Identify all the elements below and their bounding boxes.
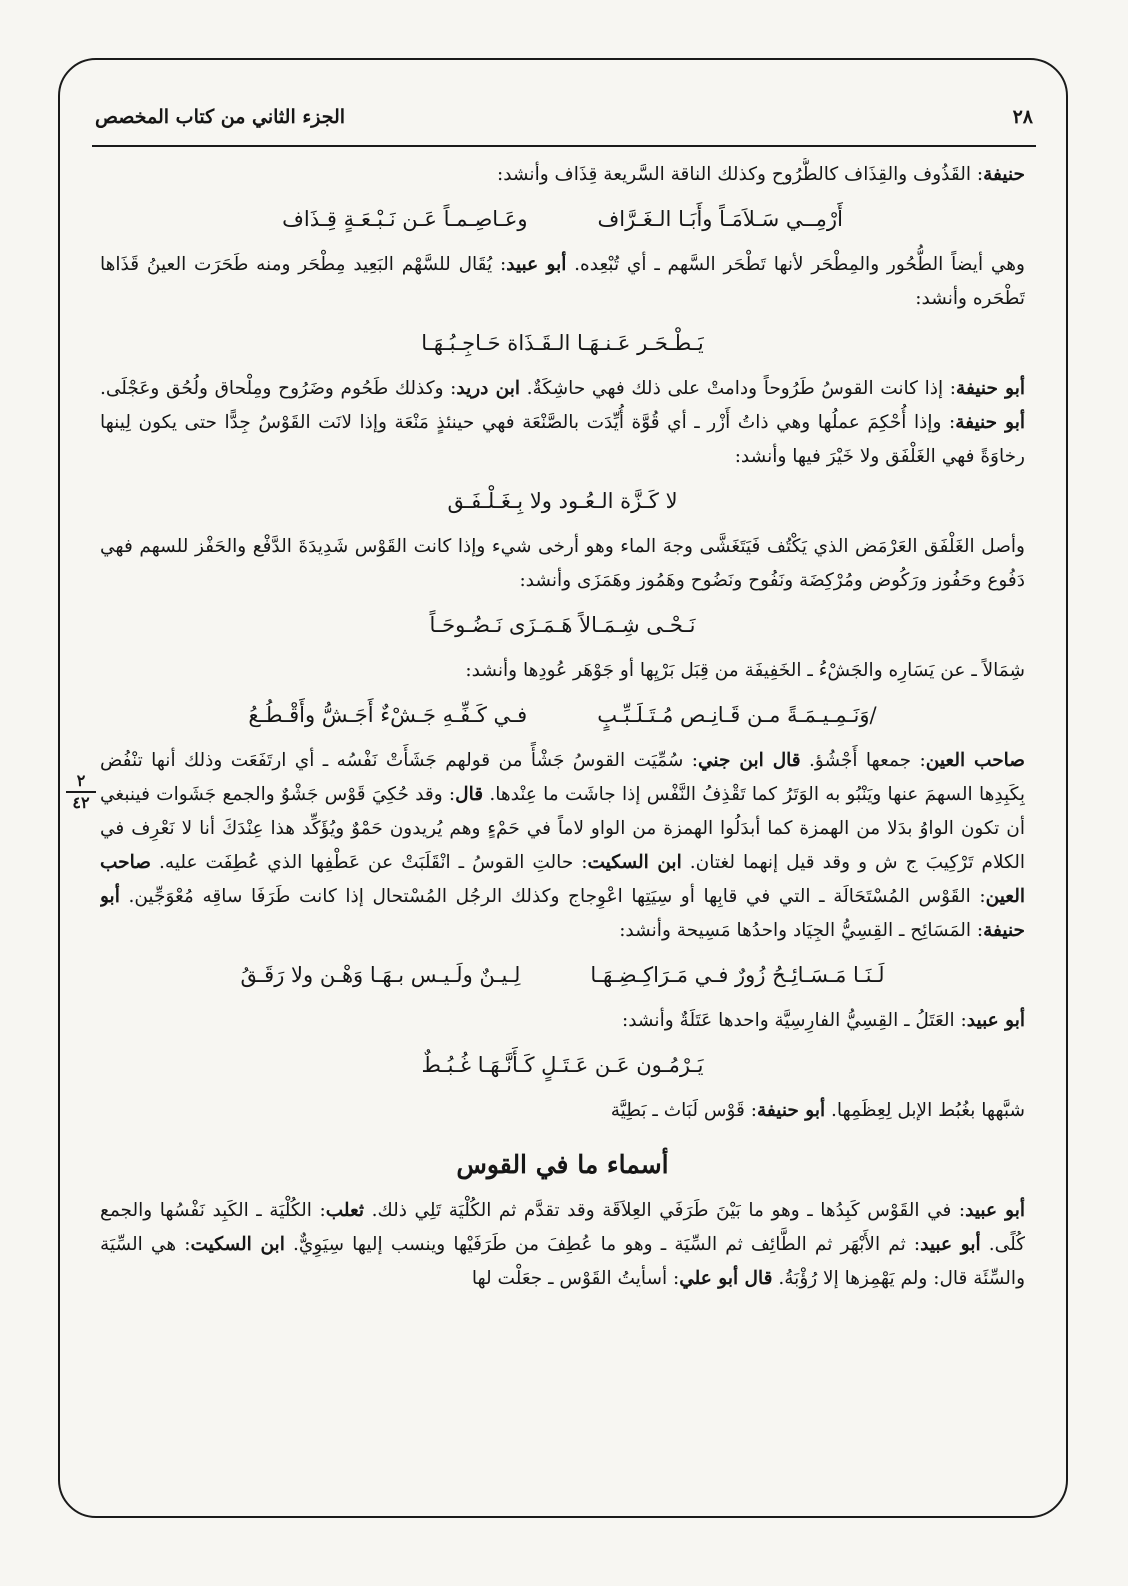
paragraph [100,372,1025,474]
hemistich-first: لَـنَـا مَـسَـائِـحُ زُورٌ فـي مَـرَاكِـضِـهَـا [590,963,885,987]
author-name: ابن دريد [456,378,521,399]
verse [100,196,1025,242]
hemistich-second: وعَـاصِـمـاً عَـن نَـبْـعَـةٍ قِـذَاف [282,207,528,231]
body-text [100,158,1025,1498]
paragraph [100,1004,1025,1038]
author-name: ابن السكيت [190,1234,285,1255]
author-name: أبو حنيفة [100,886,1025,941]
margin-reference-page: ٤٢ [72,793,90,812]
page-number: ٢٨ [1012,106,1033,128]
verse [100,692,1025,738]
text-run: وهي أيضاً الطُّحُور والمِطْحَر لأنها تَطْحَر السَّهم ـ أي تُبْعِده. [566,254,1025,275]
text-run: شبَّهها بغُبُط الإبل لِعِظَمِها. [825,1100,1025,1121]
margin-reference [66,773,96,811]
author-name: ثعلب [325,1200,365,1221]
paragraph [100,248,1025,316]
paragraph [100,744,1025,948]
running-header [95,100,1033,134]
verse [100,478,1025,524]
author-name: أبو حنيفة [955,412,1025,433]
author-name: حنيفة [983,164,1025,185]
paragraph [100,654,1025,688]
text-run: : في القَوْس كَبِدُها ـ وهو ما بَيْنَ طَرَفَي العِلاَقَة وقد تقدَّم ثم الكُلْيَة تَلِي ذلك. [364,1200,966,1221]
author-name: أبو عبيد [506,254,567,275]
text-run: : هي السِّيَة والسِّئَة قال: ولم يَهْمِزها إلا رُؤْبَةُ. [100,1234,1025,1289]
author-name: قال ابن جني [698,750,801,771]
text-run: : القَذُوف والقِذَاف كالطُّرُوح وكذلك الناقة السَّريعة قِذَاف وأنشد: [496,164,984,185]
verse [100,320,1025,366]
text-run: : وقد حُكِيَ قَوْس جَشْوٌ والجمع جَشَوات فينبغي أن تكون الواوُ بدَلا من الهمزة كما أبدَلُوا الهمزة من الواو لاماً في حَمْءٍ وهم يُريدون حَمْوٌ ويُؤَكِّد هذا عِنْدَكَ أنا لا نَعْرِف في الكلام تَرْكِيبَ ج ش و وقد قيل إنهما لغتان. [100,784,1025,873]
hemistich-first: لا كَـزَّة الـعُـود ولا بِـغَـلْـفَـق [447,489,678,513]
author-name: أبو عبيد [965,1200,1025,1221]
text-run: : سُمِّيَت القوسُ جَشْأً من قولهم جَشَأَتْ نَفْسُه ـ أي ارتَفَعَت وذلك أنها تنْفُض بِكَبِدِها السهمَ عنها ويَنْبُو به الوَتَرُ كما تَقْذِفُ النَّفْس إذا جاشَت ما عِنْدها. [100,750,1025,805]
paragraph [100,1094,1025,1128]
text-run: : يُقَال للسَّهْم البَعِيد مِطْحَر ومنه طَحَرَت العينُ قَذَاها تَطْحَره وأنشد: [100,254,1025,309]
text-run: شِمَالاً ـ عن يَسَارِه والجَشْءُ ـ الخَفِيفَة من قِبَل بَرْيِها أو جَوْهَر عُودِها وأنشد: [465,660,1025,681]
author-name: أبو حنيفة [756,1100,826,1121]
hemistich-first: يَـطْـحَـر عَـنـهَـا الـقَـذَاة حَـاجِـبُـهَـا [421,331,704,355]
text-run: : وكذلك طَحُوم وضَرُوح ومِلْحاق ولُحُق وعَجْلَى. [100,378,457,399]
author-name: قال [455,784,484,805]
author-name: قال أبو علي [679,1268,773,1289]
verse [100,952,1025,998]
verse [100,602,1025,648]
hemistich-first: نَـحْـى شِـمَـالاً هَـمَـزَى نَـضُـوحَـاً [429,613,696,637]
hemistich-first: أَرْمِــي سَـلاَمَـاً وأَبَـا الـغَـرَّاف [597,207,843,231]
paragraph [100,530,1025,598]
text-run: : القَوْس المُسْتَحَالَة ـ التي في قابِها أو سِيَتِها اعْوِجاج وكذلك الرجُل المُسْتحال إذا كانت طَرَفَا ساقِه مُعْوَجِّين. [119,886,986,907]
author-name: أبو عبيد [966,1010,1025,1031]
text-run: : الكُلْيَة ـ الكَبِد نَفْسُها والجمع كُلًى. [100,1200,1025,1255]
text-run: : جمعها أَجْشُؤ. [800,750,926,771]
hemistich-first: /وَنَـمِـيـمَـةً مـن قَـانِـص مُـتَـلَـبِّـبٍ [597,703,877,727]
text-run: : وإذا أُحْكِمَ عملُها وهي ذاتُ أَزْر ـ أي قُوَّة أُيِّدَت بالصَّنْعَة فهي حينئذٍ مَنْعَة وإذا لانَت القَوْسُ جِدًّا حتى يكون لِينها رخاوَةً فهي الغَلْفَق ولا خَيْرَ فيها وأنشد: [100,412,1025,467]
paragraph [100,158,1025,192]
section-title: أسماء ما في القوس [456,1150,669,1179]
text-run: : ثم الأَبْهَر ثم الطَّائِف ثم السِّيَة ـ وهو ما عُطِفَ من طَرَفَيْها وينسب إليها سِيَوِيٌّ. [284,1234,921,1255]
text-run: : العَتَلُ ـ القِسِيُّ الفارِسِيَّة واحدها عَتَلَةٌ وأنشد: [621,1010,967,1031]
text-run: : أسأيتُ القَوْس ـ جعَلْت لها [471,1268,680,1289]
text-run: : المَسَائِح ـ القِسِيُّ الجِيَاد واحدُها مَسِيحة وأنشد: [619,920,984,941]
author-name: أبو حنيفة [956,378,1025,399]
text-run: : حالتِ القوسُ ـ انْقَلَبَتْ عن عَطْفِها الذي عُطِفَت عليه. [150,852,588,873]
text-run: : إذا كانت القوسُ طَرُوحاً ودامتْ على ذلك فهي حاشِكَةٌ. [520,378,957,399]
author-name: أبو عبيد [920,1234,981,1255]
margin-reference-volume: ٢ [66,773,96,793]
text-run: : قَوْس لَبَاث ـ بَطِيَّة [610,1100,757,1121]
hemistich-first: يَـرْمُـون عَـن عَـتَـلٍ كَـأَنَّـهَـا غُـبُـطٌ [421,1053,704,1077]
header-rule [92,145,1036,147]
text-run: وأصل الغَلْفَق العَرْمَض الذي يَكْتُف فَيَتَغَشَّى وجهَ الماء وهو أرخى شيء وإذا كانت القَوْس شَدِيدَةَ الدَّفْع والحَفْز للسهم فهي دَفُوع وحَفُوز ورَكُوض ومُرْكِضَة ونَفُوح ونَضُوح وهَمُوز وهَمَزَى وأنشد: [100,536,1025,591]
hemistich-second: فـي كَـفِّـهِ جَـشْءٌ أَجَـشُّ وأَقْـطُـعُ [248,703,528,727]
paragraph [100,1194,1025,1296]
book-title: الجزء الثاني من كتاب المخصص [95,106,346,128]
author-name: صاحب العين [100,852,1025,907]
verse [100,1042,1025,1088]
author-name: ابن السكيت [587,852,682,873]
hemistich-second: لِـيـنٌ ولَـيـس بـهَـا وَهْـن ولا رَقَـقُ [240,963,521,987]
author-name: صاحب العين [925,750,1025,771]
